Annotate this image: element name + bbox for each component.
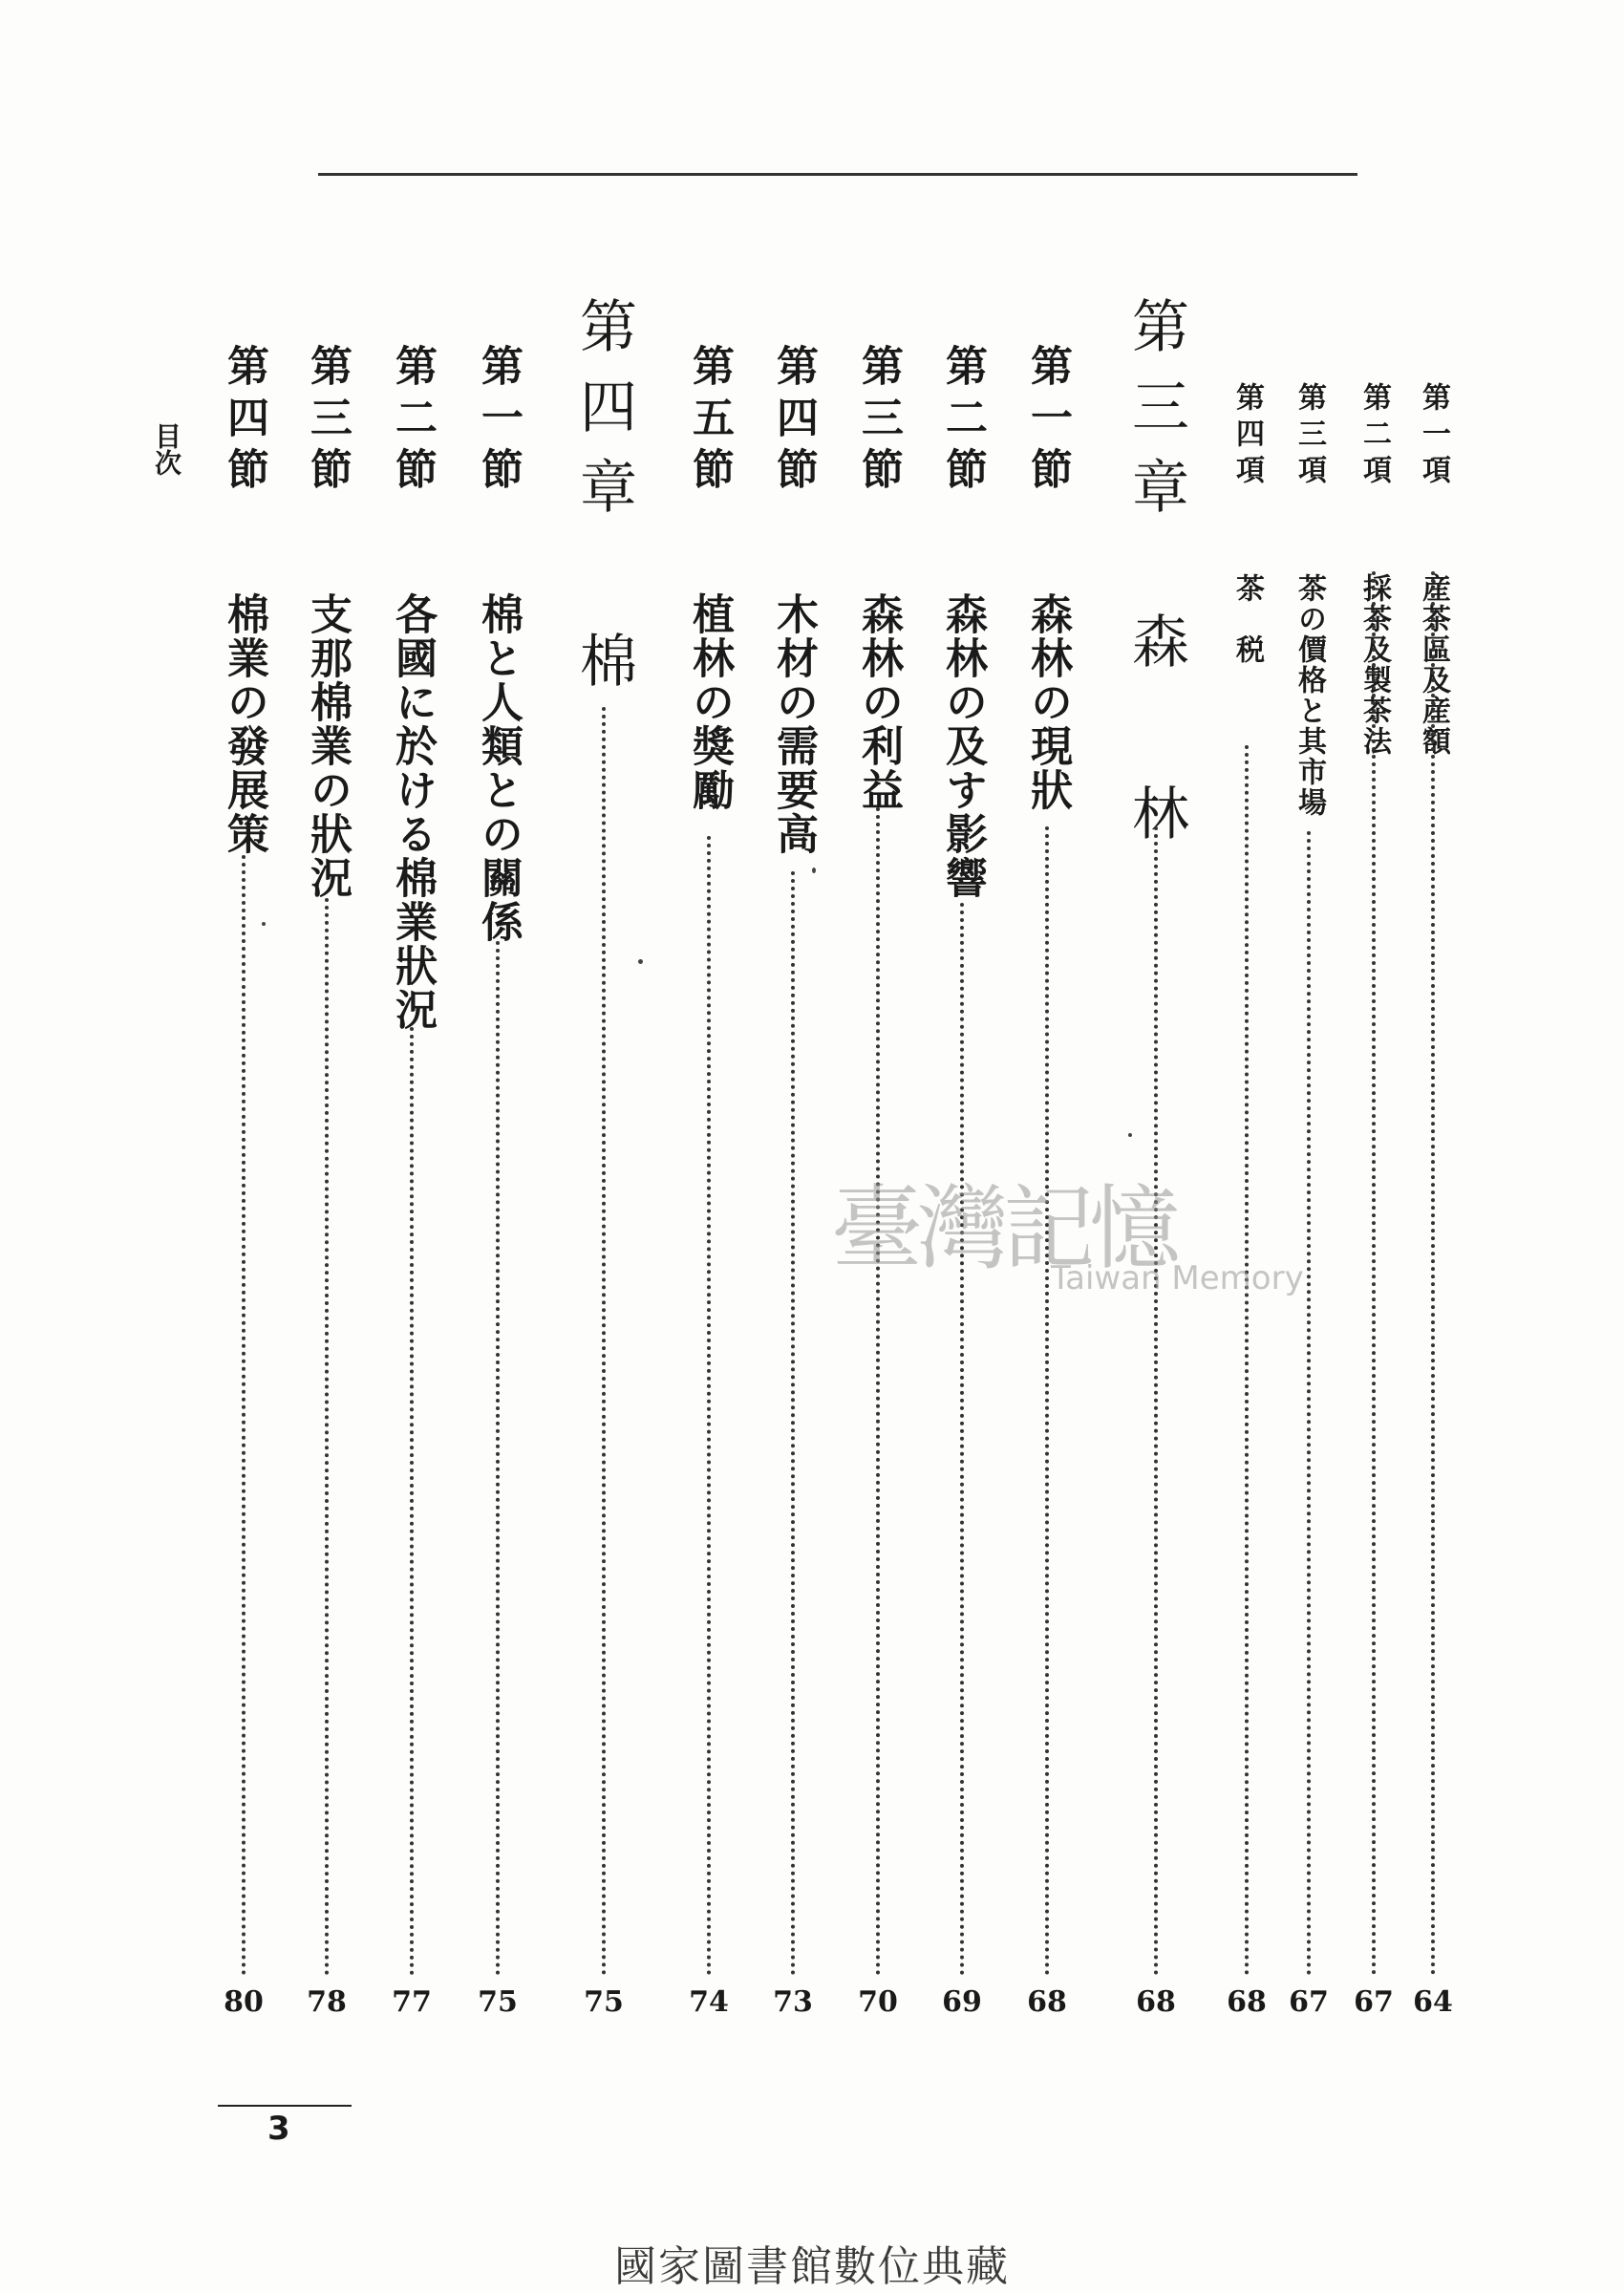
watermark-english: Taiwan Memory (1051, 1259, 1304, 1297)
scan-speck (812, 868, 816, 873)
chapter-label: 第四章 (570, 296, 637, 537)
page-ref: 68 (1227, 1985, 1267, 2019)
section-label: 第三項 (1293, 382, 1326, 491)
section-label: 第二節 (938, 344, 987, 499)
section-label: 第二節 (388, 344, 437, 499)
page-ref: 80 (224, 1985, 264, 2019)
dot-leader (1431, 571, 1435, 1976)
dot-leader (410, 1027, 414, 1976)
dot-leader (960, 903, 964, 1976)
chapter-title: 棉 (570, 631, 637, 717)
page-ref: 75 (478, 1985, 518, 2019)
dot-leader (1307, 831, 1311, 1976)
entry-title: 産茶區及産額 (1417, 573, 1450, 757)
dot-leader (791, 871, 795, 1976)
page-ref: 68 (1136, 1985, 1176, 2019)
page-ref: 73 (773, 1985, 813, 2019)
section-label: 第三節 (854, 344, 903, 499)
section-label: 第五節 (685, 344, 734, 499)
scan-speck (262, 922, 266, 926)
page-ref: 78 (307, 1985, 347, 2019)
dot-leader (707, 836, 711, 1976)
scan-speck (638, 959, 643, 964)
institution-footer: 國家圖書館數位典藏 (614, 2242, 1010, 2291)
watermark-logo (831, 1156, 1304, 1297)
top-rule (318, 173, 1357, 176)
section-label: 第二項 (1357, 382, 1391, 491)
dot-leader (325, 898, 329, 1976)
entry-title: 森林の及す影響 (938, 592, 987, 900)
entry-title: 茶の價格と其市場 (1293, 573, 1326, 818)
page-number: 3 (267, 2110, 290, 2148)
page-ref: 68 (1027, 1985, 1067, 2019)
section-label: 第三節 (303, 344, 352, 499)
entry-title: 森林の利益 (854, 592, 903, 812)
toc-side-title: 目次 (151, 422, 182, 476)
entry-title: 植林の獎勵 (685, 592, 734, 812)
entry-title: 木材の需要高 (769, 592, 818, 856)
section-label: 第一節 (1023, 344, 1072, 499)
dot-leader (242, 855, 246, 1976)
page-ref: 64 (1413, 1985, 1453, 2019)
section-label: 第一項 (1417, 382, 1450, 491)
page-ref: 75 (584, 1985, 624, 2019)
entry-title: 棉業の發展策 (220, 592, 268, 856)
page-ref: 67 (1289, 1985, 1329, 2019)
section-label: 第一節 (474, 344, 523, 499)
dot-leader (496, 941, 500, 1976)
dot-leader (1372, 571, 1376, 1976)
dot-leader (602, 707, 606, 1976)
page-ref: 77 (392, 1985, 432, 2019)
chapter-label: 第三章 (1122, 296, 1189, 537)
dot-leader (1154, 826, 1158, 1976)
entry-title: 採茶及製茶法 (1357, 573, 1391, 757)
entry-title: 支那棉業の狀況 (303, 592, 352, 900)
entry-title: 茶 税 (1230, 573, 1264, 665)
page-ref: 69 (942, 1985, 982, 2019)
section-label: 第四節 (769, 344, 818, 499)
watermark-chinese: 臺灣記憶 (831, 1175, 1175, 1282)
page-ref: 74 (689, 1985, 729, 2019)
scan-speck (1128, 1133, 1132, 1137)
dot-leader (876, 807, 880, 1976)
page-ref: 67 (1354, 1985, 1394, 2019)
entry-title: 各國に於ける棉業狀況 (388, 592, 437, 1032)
entry-title: 森林の現狀 (1023, 592, 1072, 812)
dot-leader (1045, 826, 1049, 1976)
dot-leader (1245, 745, 1249, 1976)
section-label: 第四項 (1230, 382, 1264, 491)
chapter-title: 森 林 (1122, 611, 1189, 869)
page-ref: 70 (858, 1985, 898, 2019)
entry-title: 棉と人類との關係 (474, 592, 523, 944)
section-label: 第四節 (220, 344, 268, 499)
footer-rule (218, 2105, 352, 2107)
